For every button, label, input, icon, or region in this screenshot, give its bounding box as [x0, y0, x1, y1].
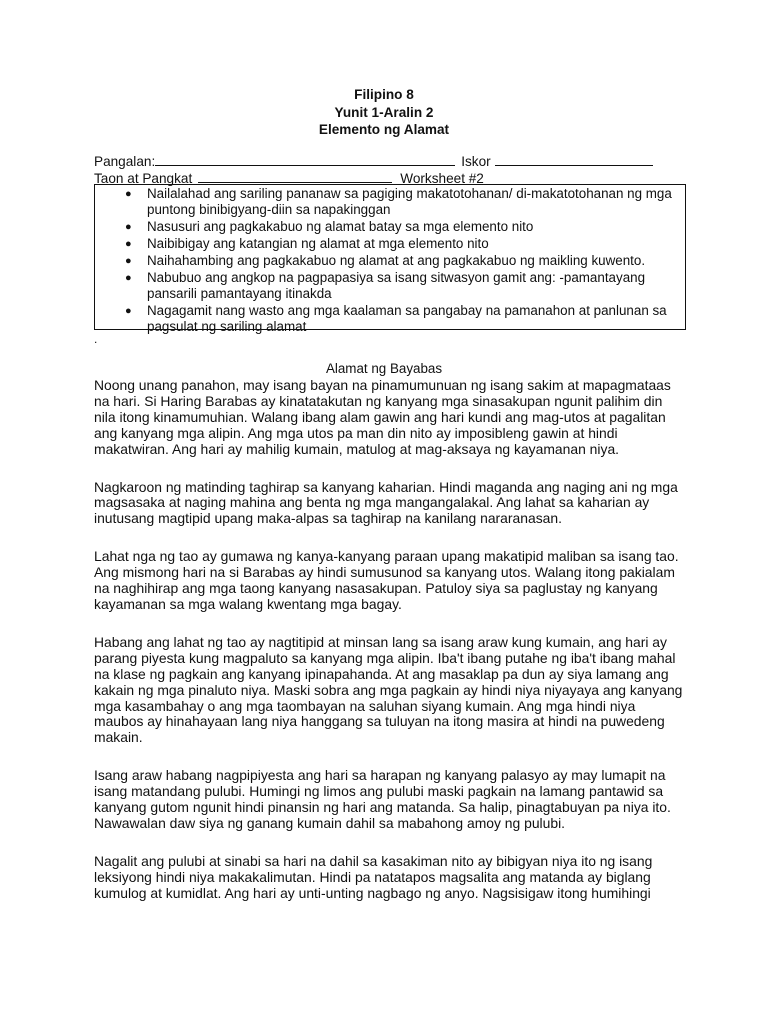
objective-item: ● Nabubuo ang angkop na pagpapasiya sa isang sitwasyon gamit ang: -pamantayang pansarili pamantayang itinakda — [125, 270, 646, 301]
bullet-icon: ● — [125, 272, 132, 284]
story-paragraph: Habang ang lahat ng tao ay nagtitipid at minsan lang sa isang araw kung kumain, ang hari ay parang piyesta kung magpaluto sa kanyang mga alipin. Iba't ibang putahe ng iba't ibang mahal na klase ng pagkain ang kanyang ipinapahanda. At ang masaklap pa dun ay siya lamang ang kakain ng mga pinaluto niya. Maski sobra ang mga pagkain ay hindi niya niyayaya ang kanyang mga kasambahay o ang mga taombayan na saluhan siyang kumain. Ang mga hindi niya maubos ay hinahayaan lang niya hanggang sa tuluyan na itong masira at hindi na puwedeng makain. — [94, 633, 683, 746]
name-label: Pangalan: — [94, 154, 156, 169]
objective-item: ● Nailalahad ang sariling pananaw sa pagiging makatotohanan/ di-makatotohanan ng mga puntong binibigyang-diin sa napakinggan — [125, 186, 672, 217]
bullet-icon: ● — [125, 238, 132, 250]
name-blank[interactable] — [155, 153, 455, 166]
story-paragraph: Lahat nga ng tao ay gumawa ng kanya-kanyang paraan upang makatipid maliban sa isang tao. Ang mismong hari na si Barabas ay hindi sumusunod sa kanyang utos. Walang itong pakialam na naghihirap ang mga taong kanyang nasasakupan. Patuloy siya sa paglustay ng kanyang kayamanan sa mga walang kwentang mga bagay. — [94, 548, 679, 612]
name-score-row — [94, 153, 704, 170]
unit-lesson-title: Yunit 1-Aralin 2 — [334, 104, 434, 120]
year-section-blank[interactable] — [198, 170, 392, 183]
objective-item: ● Nagagamit nang wasto ang mga kaalaman sa pangabay na pamanahon at panlunan sa pagsulat ng sariling alamat — [125, 303, 667, 334]
objective-item: ● Naihahambing ang pagkakabuo ng alamat at ang pagkakabuo ng maikling kuwento. — [125, 253, 646, 268]
worksheet-number: Worksheet #2 — [400, 171, 484, 186]
subject-title: Filipino 8 — [354, 87, 414, 102]
objectives-list — [95, 186, 677, 335]
objective-item: ● Naibibigay ang katangian ng alamat at mga elemento nito — [125, 236, 489, 251]
bullet-icon: ● — [125, 305, 132, 317]
story-paragraph: Nagkaroon ng matinding taghirap sa kanyang kaharian. Hindi maganda ang naging ani ng mga magsasaka at naging mahina ang benta ng mga mangangalakal. Ang lahat sa kaharian ay inutusang magtipid upang maka-alpas sa taghirap na kanilang nararanasan. — [94, 478, 678, 527]
story-body — [94, 378, 684, 924]
student-info-fields — [94, 153, 704, 187]
story-title: Alamat ng Bayabas — [325, 361, 443, 376]
stray-dot: . — [94, 332, 98, 346]
worksheet-header — [0, 86, 768, 139]
bullet-icon: ● — [125, 221, 132, 233]
story-paragraph: Nagalit ang pulubi at sinabi sa hari na dahil sa kasakiman nito ay bibigyan niya ito ng isang leksiyong hindi niya makakalimutan. Hindi pa natatapos magsalita ang matanda ay biglang kumulog at kumidlat. Ang hari ay unti-unting nagbago ng anyo. Nagsisigaw itong humihingi — [94, 852, 653, 901]
lesson-topic-title: Elemento ng Alamat — [318, 122, 450, 137]
year-section-label: Taon at Pangkat — [94, 171, 193, 186]
bullet-icon: ● — [125, 188, 132, 200]
learning-objectives-box — [94, 184, 686, 334]
bullet-icon: ● — [125, 255, 132, 267]
story-paragraph: Noong unang panahon, may isang bayan na pinamumunuan ng isang sakim at mapagmataas na hari. Si Haring Barabas ay kinatatakutan ng kanyang mga sinasakupan ngunit palihim din nila itong kinamumuhian. Walang ibang alam gawin ang hari kundi ang mag-utos at pagalitan ang kanyang mga alipin. Ang mga utos pa man din nito ay imposibleng gawin at hindi makatwiran. Ang hari ay mahilig kumain, matulog at mag-aksaya ng kayamanan niya. — [94, 377, 671, 457]
story-paragraph: Isang araw habang nagpipiyesta ang hari sa harapan ng kanyang palasyo ay may lumapit na isang matandang pulubi. Humingi ng limos ang pulubi maski pagkain na lamang pantawid sa kanyang gutom ngunit hindi pinansin ng hari ang matanda. Sa halip, pinagtabuyan pa niya ito. Nawawalan daw siya ng ganang kumain dahil sa mabahong amoy ng pulubi. — [94, 767, 671, 831]
score-blank[interactable] — [495, 153, 653, 166]
objective-item: ● Nasusuri ang pagkakabuo ng alamat batay sa mga elemento nito — [125, 219, 534, 234]
score-label: Iskor — [461, 154, 491, 169]
